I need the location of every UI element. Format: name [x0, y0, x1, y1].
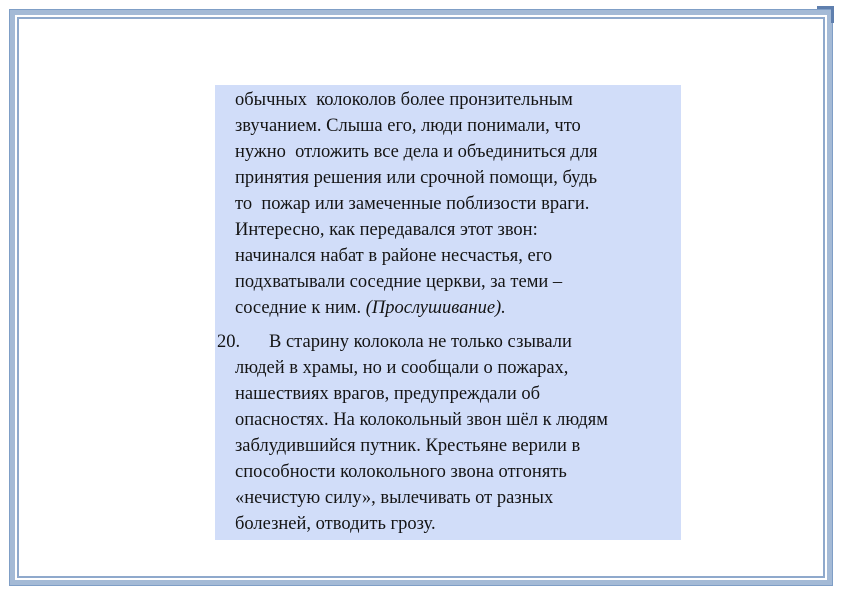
item-number: 20.: [217, 332, 241, 352]
text-line: подхватывали соседние церкви, за теми –: [235, 272, 563, 292]
slide-text-box: [215, 85, 681, 540]
item-text-line: людей в храмы, но и сообщали о пожарах,: [235, 358, 569, 378]
item-text-line: опасностях. На колокольный звон шёл к людям: [235, 410, 608, 430]
text-line: Интересно, как передавался этот звон:: [235, 220, 538, 240]
item-text-line: заблудившийся путник. Крестьяне верили в: [235, 436, 581, 456]
text-line: принятия решения или срочной помощи, будь: [235, 168, 598, 188]
text-line: нужно отложить все дела и объединиться для: [235, 142, 598, 162]
text-line-start: соседние к ним.: [235, 298, 366, 318]
item-text-line: болезней, отводить грозу.: [235, 514, 436, 534]
listening-note: (Прослушивание).: [365, 298, 506, 318]
text-line: начинался набат в районе несчастья, его: [235, 246, 553, 266]
text-line-last: [235, 295, 506, 321]
item-text-line: В старину колокола не только сзывали: [269, 332, 572, 352]
item-text-line: нашествиях врагов, предупреждали об: [235, 384, 541, 404]
text-line: звучанием. Слыша его, люди понимали, что: [235, 116, 581, 136]
text-line: то пожар или замеченные поблизости враги.: [235, 194, 590, 214]
frame-corner-decoration: [817, 6, 834, 23]
item-text-line: способности колокольного звона отгонять: [235, 462, 567, 482]
text-line: обычных колоколов более пронзительным: [235, 90, 573, 110]
item-text-line: «нечистую силу», вылечивать от разных: [235, 488, 554, 508]
